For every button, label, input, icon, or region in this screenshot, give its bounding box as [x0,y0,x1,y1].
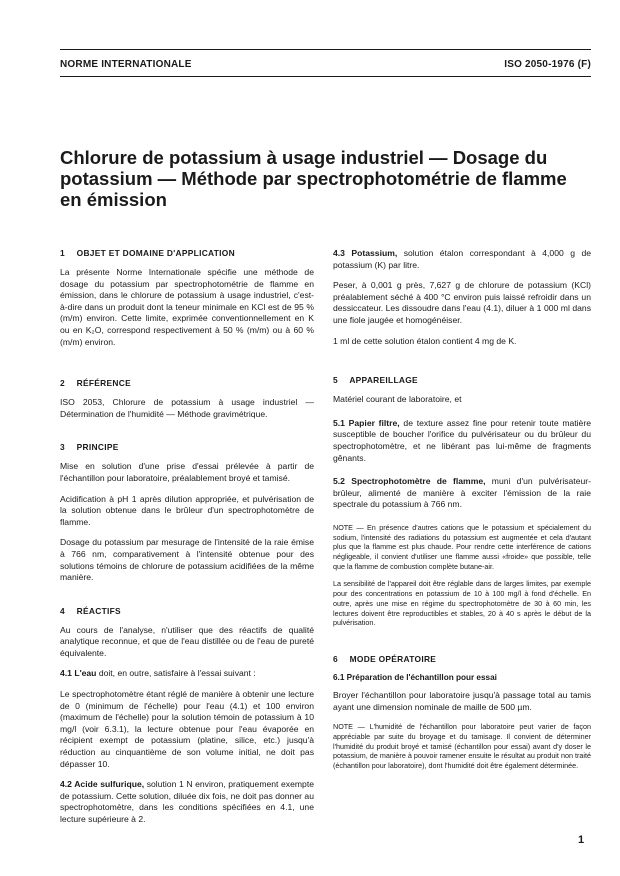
clause-4-1-label: 4.1 L'eau [60,668,97,679]
section-number: 3 [60,442,65,453]
water-test-paragraph: Le spectrophotomètre étant réglé de manière à obtenir une lecture de 0 (minimum de l'échelle) pour l'eau (4.1) et 100 environ (maximum de l'échelle) pour la solution témoin de potassium à 10 mg/l (voir 6.3.1), la lecture obtenue pour l'eau évaporée en récipient exempt de potassium (platine, silice, etc.) jusqu'à réduction au cinquantième de son volume initial, ne doit pas dépasser 10. [60,689,314,769]
sample-preparation-paragraph: Broyer l'échantillon pour laboratoire jusqu'à passage total au tamis ayant une dimension nominale de maille de 500 µm. [333,689,591,712]
clause-4-1-text: doit, en outre, satisfaire à l'essai suivant : [96,668,256,679]
left-column [60,248,314,835]
clause-4-2 [60,779,314,825]
section-title: MODE OPÉRATOIRE [349,653,437,664]
clause-4-3-text: solution étalon correspondant à 4,000 g de potassium (K) par litre. [333,248,591,270]
clause-5-2-label: 5.2 Spectrophotomètre de flamme, [333,476,486,487]
clause-5-2-text: muni d'un pulvérisateur-brûleur, alimenté de manière à exciter l'émission de la raie spectrale du potassium à 766 nm. [333,476,591,510]
top-rule [60,49,591,50]
note-humidity: NOTE — L'humidité de l'échantillon pour laboratoire peut varier de façon appréciable par suite du broyage et du tamisage. Il convient de déterminer l'humidité du produit broyé et tamisé (échantillon pour essai) avant d'y doser le potassium, de manière à pouvoir ramener ensuite le résultat au produit non traité (échantillon pour laboratoire), dont l'humidité doit être également déterminée. [333,722,591,770]
header-rule [60,76,591,77]
section-title: APPAREILLAGE [349,375,418,386]
right-column [333,248,591,779]
header-standard-type: NORME INTERNATIONALE [60,59,192,70]
note-sensitivity: La sensibilité de l'appareil doit être réglable dans de larges limites, par exemple pour des concentrations en potassium de 10 à 100 mg/l à fond d'échelle. En outre, après une mise en régime du spectrophotomètre de 30 à 60 min, les lectures doivent être reproductibles et stables, 20 à 40 s après le début de la pulvérisation. [333,579,591,628]
clause-5-1-text: de texture assez fine pour retenir toute matière susceptible de boucher l'orifice du pulvérisateur ou du brûleur du spectrophotomètre, et ne libérant pas lui-même de fragments gênants. [333,417,591,463]
apparatus-intro: Matériel courant de laboratoire, et [333,394,462,405]
clause-4-3-label: 4.3 Potassium, [333,248,398,258]
clause-6-1-heading: 6.1 Préparation de l'échantillon pour essai [333,672,497,682]
header-standard-number: ISO 2050-1976 (F) [504,59,591,70]
clause-4-2-label: 4.2 Acide sulfurique, [60,779,145,790]
section-6-heading [333,654,591,664]
section-number: 4 [60,605,65,616]
standard-solution-paragraph: 1 ml de cette solution étalon contient 4 mg de K. [333,335,517,346]
page-number: 1 [578,834,585,846]
clause-5-2 [333,476,591,511]
clause-5-1 [333,418,591,464]
section-title: RÉFÉRENCE [76,378,131,389]
clause-4-1 [60,668,314,680]
clause-5-1-label: 5.1 Papier filtre, [333,417,400,428]
section-3-heading [60,442,314,452]
principle-paragraph-2: Acidification à pH 1 après dilution appropriée, et pulvérisation de la solution obtenue dans le brûleur d'un spectrophotomètre de flamme. [60,493,314,527]
section-title: PRINCIPE [76,442,119,453]
principle-paragraph-1: Mise en solution d'une prise d'essai prélevée à partir de l'échantillon pour laboratoire, préalablement broyé et tamisé. [60,461,314,483]
weighing-paragraph: Peser, à 0,001 g près, 7,627 g de chlorure de potassium (KCl) préalablement séché à 400 °C environ puis laissé refroidir dans un dessiccateur. Les dissoudre dans l'eau (4.1), diluer à 1 000 ml dans une fiole jaugée et homogénéiser. [333,280,591,325]
section-title: RÉACTIFS [76,605,121,616]
principle-paragraph-3: Dosage du potassium par mesurage de l'intensité de la raie émise à 766 nm, comparativement à l'intensité obtenue pour des solutions témoins de chlorure de potassium acidifiées de la même manière. [60,537,314,583]
clause-4-2-text: solution 1 N environ, pratiquement exempte de potassium. Cette solution, diluée dix fois, ne doit pas donner au spectrophotomètre, dans les conditions spécifiées en 4.1, une lecture supérieure à 2. [60,779,314,824]
section-1-heading [60,248,314,258]
section-5-heading [333,375,591,385]
note-interference: NOTE — En présence d'autres cations que le potassium et spécialement du sodium, l'intensité des radiations du potassium est augmentée et cela d'autant plus que la flamme est plus chaude. Pour rendre cette interférence de cations négligeable, il convient d'utiliser une flamme aussi «froide» que possible, telle que la flamme de combustion complète butane-air. [333,522,591,571]
reagents-intro: Au cours de l'analyse, n'utiliser que des réactifs de qualité analytique reconnue, et que de l'eau distillée ou de l'eau de pureté équivalente. [60,624,314,658]
scope-paragraph: La présente Norme Internationale spécifie une méthode de dosage du potassium par spectrophotométrie de flamme en émission, dans le chlorure de potassium à usage industriel, c'est-à-dire dans un produit dont la teneur minimale en KCl est de 95 % (m/m) environ. Cette limite, exprimée conventionnellement en K ou en K₂O, correspond respectivement à 50 % (m/m) ou à 60 % (m/m) environ. [60,267,314,347]
section-2-heading [60,378,314,388]
clause-4-3 [333,248,591,271]
section-number: 2 [60,378,65,389]
section-title: OBJET ET DOMAINE D'APPLICATION [76,248,235,258]
section-4-heading [60,606,314,616]
section-number: 6 [333,653,338,664]
page-header [60,59,591,70]
document-title: Chlorure de potassium à usage industriel — Dosage du potassium — Méthode par spectrophotométrie de flamme en émission [60,147,567,210]
reference-paragraph: ISO 2053, Chlorure de potassium à usage industriel — Détermination de l'humidité — Méthode gravimétrique. [60,397,314,419]
section-number: 1 [60,248,65,258]
section-number: 5 [333,375,338,386]
